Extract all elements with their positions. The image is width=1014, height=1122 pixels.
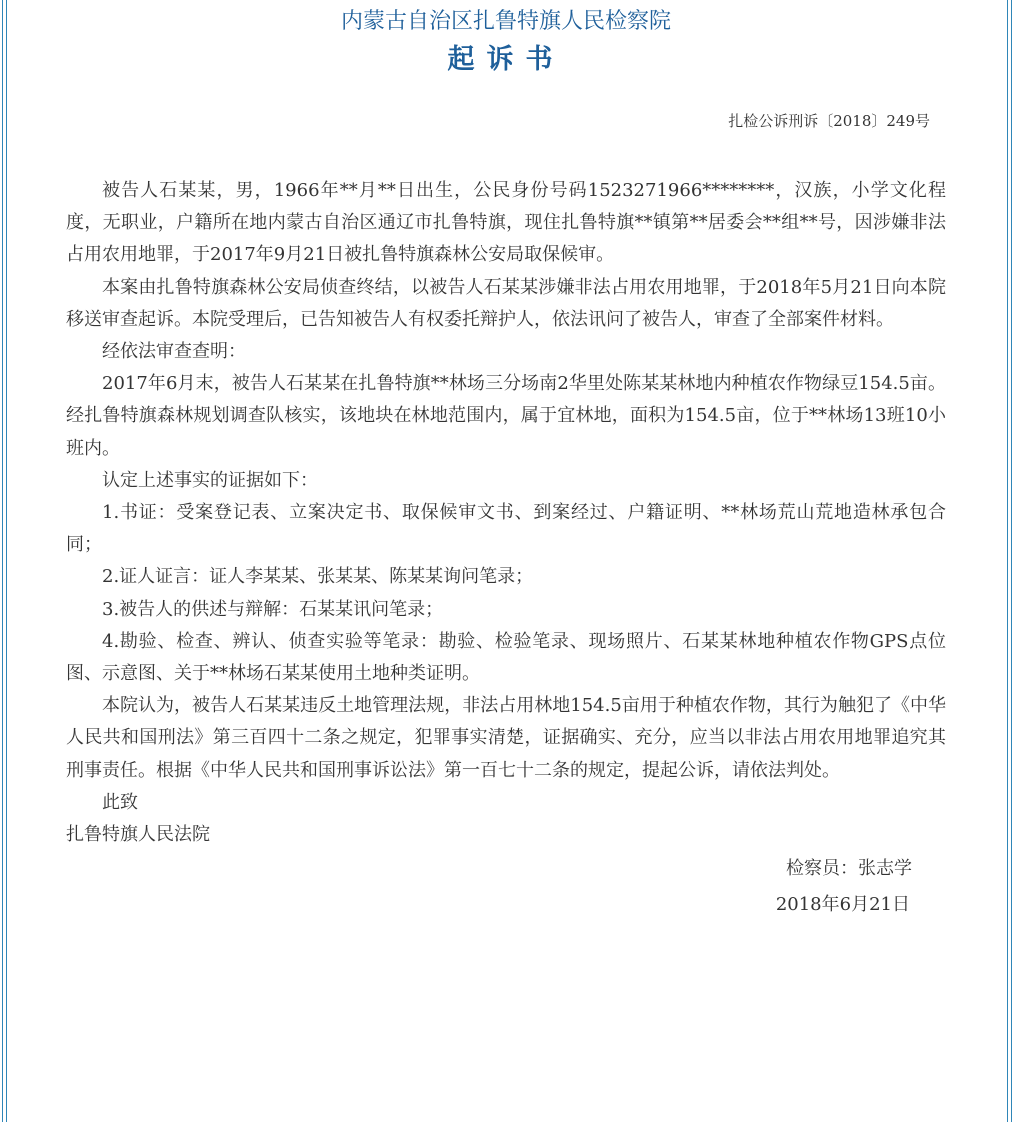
prosecutor-signature: 检察员：张志学 — [786, 858, 912, 880]
signature-date: 2018年6月21日 — [775, 894, 910, 916]
paragraph-evidence-intro: 认定上述事实的证据如下： — [102, 469, 318, 491]
right-border-frame — [1007, 0, 1012, 1122]
organization-heading: 内蒙古自治区扎鲁特旗人民检察院 — [340, 9, 671, 34]
left-border-frame — [2, 0, 7, 1122]
document-title: 起诉书 — [447, 44, 565, 75]
evidence-item-4: 4.勘验、检查、辨认、侦查实验等笔录：勘验、检验笔录、现场照片、石某某林地种植农作物GPS点位图、示意图、关于**林场石某某使用土地种类证明。 — [66, 630, 946, 685]
document-body — [66, 175, 946, 851]
paragraph-defendant-info: 被告人石某某，男，1966年**月**日出生，公民身份号码1523271966********，汉族，小学文化程度，无职业，户籍所在地内蒙古自治区通辽市扎鲁特旗，现住扎鲁特旗**镇第**居委会**组**号，因涉嫌非法占用农用地罪，于2017年9月21日被扎鲁特旗森林公安局取保候审。 — [66, 180, 946, 266]
addressee: 扎鲁特旗人民法院 — [66, 824, 210, 846]
salutation: 此致 — [102, 791, 138, 813]
paragraph-case-transfer: 本案由扎鲁特旗森林公安局侦查终结，以被告人石某某涉嫌非法占用农用地罪，于2018年5月21日向本院移送审查起诉。本院受理后，已告知被告人有权委托辩护人，依法讯问了被告人，审查了全部案件材料。 — [66, 276, 946, 330]
paragraph-conclusion: 本院认为，被告人石某某违反土地管理法规，非法占用林地154.5亩用于种植农作物，其行为触犯了《中华人民共和国刑法》第三百四十二条之规定，犯罪事实清楚，证据确实、充分，应当以非法占用农用地罪追究其刑事责任。根据《中华人民共和国刑事诉讼法》第一百七十二条的规定，提起公诉，请依法判处。 — [66, 695, 946, 781]
paragraph-facts: 2017年6月末，被告人石某某在扎鲁特旗**林场三分场南2华里处陈某某林地内种植农作物绿豆154.5亩。经扎鲁特旗森林规划调查队核实，该地块在林地范围内，属于宜林地，面积为154.5亩，位于**林场13班10小班内。 — [66, 373, 946, 459]
evidence-item-3: 3.被告人的供述与辩解：石某某讯问笔录； — [102, 598, 444, 620]
document — [66, 0, 946, 923]
evidence-item-2: 2.证人证言：证人李某某、张某某、陈某某询问笔录； — [102, 566, 534, 588]
evidence-item-1: 1.书证：受案登记表、立案决定书、取保候审文书、到案经过、户籍证明、**林场荒山荒地造林承包合同； — [66, 502, 946, 556]
document-number: 扎检公诉刑诉〔2018〕249号 — [728, 112, 930, 130]
signature-block — [66, 851, 946, 923]
paragraph-findings-intro: 经依法审查查明： — [102, 341, 246, 363]
